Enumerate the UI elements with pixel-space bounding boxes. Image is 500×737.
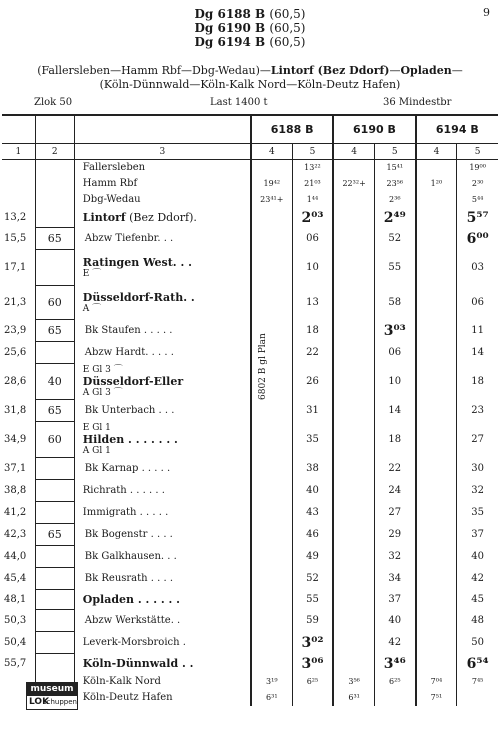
row-time <box>416 590 457 610</box>
row-time: 30 <box>457 458 498 480</box>
row-time: 3⁴⁶ <box>374 654 415 674</box>
timetable-row <box>2 458 498 480</box>
row-time: 46 <box>292 524 333 546</box>
col-num: 1 <box>2 144 35 160</box>
row-time: 42 <box>374 632 415 654</box>
station-name: Leverk-Morsbroich . <box>82 637 186 648</box>
row-time <box>251 480 292 502</box>
row-time <box>333 400 374 422</box>
row-time <box>416 228 457 250</box>
col-num: 5 <box>292 144 333 160</box>
row-time <box>333 568 374 590</box>
row-time: 7⁴⁵ <box>457 674 498 690</box>
row-station <box>74 286 251 320</box>
row-time <box>251 400 292 422</box>
row-time: 5⁴⁴ <box>457 192 498 208</box>
row-time <box>251 422 292 458</box>
row-time <box>333 590 374 610</box>
row-time: 49 <box>292 546 333 568</box>
row-time: 6³¹ <box>333 690 374 706</box>
row-station <box>74 400 251 422</box>
station-name: Bk Reusrath . . . . <box>84 573 174 584</box>
row-time <box>333 546 374 568</box>
train-load: Last 1400 t <box>210 97 268 108</box>
row-time: 19⁰⁰ <box>457 160 498 176</box>
row-speed <box>35 458 74 480</box>
row-time <box>416 342 457 364</box>
row-time <box>416 250 457 286</box>
col-num: 5 <box>457 144 498 160</box>
row-time: 03 <box>457 250 498 286</box>
station-name: Düsseldorf-Rath. . <box>82 291 195 304</box>
row-time: 59 <box>292 610 333 632</box>
row-time: 13 <box>292 286 333 320</box>
row-time <box>416 524 457 546</box>
timetable-row <box>2 286 498 320</box>
row-km: 25,6 <box>4 347 27 358</box>
row-time: 48 <box>457 610 498 632</box>
row-time: 45 <box>457 590 498 610</box>
row-time: 18 <box>374 422 415 458</box>
row-speed: 65 <box>35 524 74 546</box>
row-time <box>333 342 374 364</box>
logo-text-left: LOK <box>29 697 50 707</box>
row-time: 52 <box>292 568 333 590</box>
station-name: Richrath . . . . . . <box>82 485 165 496</box>
row-time: 6²⁵ <box>374 674 415 690</box>
row-time: 06 <box>374 342 415 364</box>
row-time <box>292 690 333 706</box>
row-time: 15⁴¹ <box>374 160 415 176</box>
row-time: 26 <box>292 364 333 400</box>
station-name: Bk Staufen . . . . . <box>84 325 173 336</box>
row-time <box>251 524 292 546</box>
row-time <box>251 590 292 610</box>
row-speed <box>35 590 74 610</box>
row-time <box>251 610 292 632</box>
row-time: 2⁴⁹ <box>374 208 415 228</box>
row-station <box>74 176 251 192</box>
row-time <box>333 422 374 458</box>
row-time: 35 <box>457 502 498 524</box>
route-line-2: (Köln-Dünnwald—Köln-Kalk Nord—Köln-Deutz Hafen) <box>99 78 401 91</box>
row-time <box>416 160 457 176</box>
row-time <box>333 160 374 176</box>
station-name: Abzw Hardt. . . . . <box>84 347 174 358</box>
row-time <box>251 654 292 674</box>
row-km <box>2 160 35 176</box>
row-km: 15,5 <box>4 233 27 244</box>
row-km: 34,9 <box>4 434 27 445</box>
row-time <box>333 632 374 654</box>
timetable-row <box>2 160 498 176</box>
row-station <box>74 524 251 546</box>
row-time: 1²⁰ <box>416 176 457 192</box>
row-time <box>416 458 457 480</box>
row-speed <box>35 568 74 590</box>
station-name: Fallersleben <box>82 162 146 174</box>
timetable-row <box>2 610 498 632</box>
row-time: 27 <box>457 422 498 458</box>
page-number: 9 <box>483 6 490 19</box>
row-km: 13,2 <box>4 212 27 223</box>
row-time: 13²² <box>292 160 333 176</box>
row-time: 22³²+ <box>333 176 374 192</box>
timetable-row <box>2 590 498 610</box>
row-time: 23⁵⁶ <box>374 176 415 192</box>
timetable-row <box>2 208 498 228</box>
row-time: 55 <box>292 590 333 610</box>
station-name: Lintorf <box>82 211 126 224</box>
train-header-6188: 6188 B <box>251 115 333 144</box>
row-time <box>251 208 292 228</box>
row-time <box>457 690 498 706</box>
row-time: 29 <box>374 524 415 546</box>
row-time: 6²⁵ <box>292 674 333 690</box>
row-time: 23⁴¹+ <box>251 192 292 208</box>
train-title-1: Dg 6188 B (60,5) <box>194 7 306 21</box>
row-time <box>333 458 374 480</box>
row-time: 52 <box>374 228 415 250</box>
row-time: 31 <box>292 400 333 422</box>
row-time: 42 <box>457 568 498 590</box>
station-exit-note: A ⌒ <box>82 304 102 314</box>
museum-logo <box>26 682 78 710</box>
row-km: 37,1 <box>4 463 27 474</box>
row-time <box>251 632 292 654</box>
row-time: 18 <box>292 320 333 342</box>
col-num: 4 <box>251 144 292 160</box>
row-speed <box>35 610 74 632</box>
row-time <box>251 228 292 250</box>
row-speed <box>35 342 74 364</box>
timetable-row <box>2 632 498 654</box>
station-entry-note: E Gl 1 <box>82 423 111 433</box>
station-name: Opladen . . . . . . <box>82 593 181 606</box>
train-header-6194: 6194 B <box>416 115 498 144</box>
station-name: Abzw Werkstätte. . <box>84 615 181 626</box>
row-time <box>416 400 457 422</box>
station-exit-note: E ⌒ <box>82 269 102 279</box>
row-station <box>74 654 251 674</box>
row-time <box>416 502 457 524</box>
train-title-2: Dg 6190 B (60,5) <box>194 21 306 35</box>
row-time: 38 <box>292 458 333 480</box>
row-time <box>251 286 292 320</box>
row-time <box>251 458 292 480</box>
row-time <box>374 690 415 706</box>
row-time <box>416 654 457 674</box>
row-time <box>416 364 457 400</box>
station-name: Hamm Rbf <box>82 178 138 189</box>
timetable-row <box>2 480 498 502</box>
row-station <box>74 610 251 632</box>
row-time: 19⁴² <box>251 176 292 192</box>
row-km: 44,0 <box>4 551 27 562</box>
row-time: 3⁰³ <box>374 320 415 342</box>
row-time <box>251 546 292 568</box>
row-speed <box>35 192 74 208</box>
row-time <box>333 192 374 208</box>
row-time <box>333 524 374 546</box>
row-time: 43 <box>292 502 333 524</box>
row-time: 21⁰³ <box>292 176 333 192</box>
train-header-row <box>2 115 498 144</box>
col-num: 2 <box>35 144 74 160</box>
row-time <box>333 228 374 250</box>
station-name: Köln-Dünnwald . . <box>82 657 194 670</box>
row-time: 22 <box>374 458 415 480</box>
row-time <box>416 286 457 320</box>
timetable-row <box>2 568 498 590</box>
row-time: 06 <box>292 228 333 250</box>
row-km: 41,2 <box>4 507 27 518</box>
row-time: 35 <box>292 422 333 458</box>
station-name: Köln-Deutz Hafen <box>82 692 173 703</box>
row-time: 55 <box>374 250 415 286</box>
station-name: Abzw Tiefenbr. . . <box>84 233 174 244</box>
timetable-row <box>2 342 498 364</box>
station-entry-note: E Gl 3 ⌒ <box>82 365 123 375</box>
row-time: 10 <box>374 364 415 400</box>
row-time: 40 <box>374 610 415 632</box>
row-time: 24 <box>374 480 415 502</box>
row-speed: 65 <box>35 400 74 422</box>
row-speed: 65 <box>35 228 74 250</box>
row-km: 23,9 <box>4 325 27 336</box>
row-km <box>2 192 35 208</box>
train-titles <box>0 7 500 49</box>
row-time: 37 <box>457 524 498 546</box>
station-name: Dbg-Wedau <box>82 194 141 205</box>
row-station <box>74 690 251 706</box>
row-time: 3¹⁹ <box>251 674 292 690</box>
station-name: Hilden . . . . . . . <box>82 433 178 446</box>
row-km: 50,3 <box>4 615 27 626</box>
train-header-6190: 6190 B <box>333 115 415 144</box>
row-speed <box>35 632 74 654</box>
station-suffix: (Bez Ddorf). <box>125 211 197 224</box>
station-name: Bk Bogenstr . . . . <box>84 529 173 540</box>
row-time <box>416 610 457 632</box>
row-time: 6⁰⁰ <box>457 228 498 250</box>
row-km: 38,8 <box>4 485 27 496</box>
station-name: Ratingen West. . . <box>82 256 192 269</box>
row-speed <box>35 250 74 286</box>
row-time: 2⁰³ <box>292 208 333 228</box>
col-num: 4 <box>333 144 374 160</box>
loco-class: Zlok 50 <box>34 97 73 108</box>
row-km: 48,1 <box>4 594 27 605</box>
row-time: 58 <box>374 286 415 320</box>
row-time <box>333 654 374 674</box>
row-speed <box>35 654 74 674</box>
row-time <box>333 250 374 286</box>
row-time: 3⁰² <box>292 632 333 654</box>
train-title-3: Dg 6194 B (60,5) <box>194 35 306 49</box>
schedule-note: 6802 B gl Plan <box>258 333 268 400</box>
row-station <box>74 674 251 690</box>
row-time: 22 <box>292 342 333 364</box>
row-time <box>333 320 374 342</box>
timetable-row <box>2 422 498 458</box>
col-num: 5 <box>374 144 415 160</box>
timetable-row <box>2 502 498 524</box>
row-time: 34 <box>374 568 415 590</box>
row-time: 14 <box>457 342 498 364</box>
row-km <box>2 176 35 192</box>
row-time <box>416 208 457 228</box>
row-station <box>74 458 251 480</box>
row-speed: 65 <box>35 320 74 342</box>
station-exit-note: A Gl 1 <box>82 446 111 456</box>
route-line-1: (Fallersleben—Hamm Rbf—Dbg-Wedau)—Lintorf (Bez Ddorf)—Opladen— <box>37 64 463 77</box>
timetable-row <box>2 320 498 342</box>
row-time: 27 <box>374 502 415 524</box>
row-time: 6³¹ <box>251 690 292 706</box>
row-station <box>74 160 251 176</box>
row-time: 10 <box>292 250 333 286</box>
row-time <box>251 502 292 524</box>
row-time: 32 <box>457 480 498 502</box>
row-time: 40 <box>457 546 498 568</box>
timetable <box>2 114 498 706</box>
row-station <box>74 422 251 458</box>
row-station <box>74 250 251 286</box>
row-speed: 60 <box>35 286 74 320</box>
row-time: 1⁴⁴ <box>292 192 333 208</box>
timetable-row <box>2 524 498 546</box>
row-time <box>251 160 292 176</box>
row-time: 6⁵⁴ <box>457 654 498 674</box>
row-time <box>333 364 374 400</box>
row-time <box>416 320 457 342</box>
row-station <box>74 546 251 568</box>
row-station <box>74 342 251 364</box>
row-time: 06 <box>457 286 498 320</box>
row-time: 14 <box>374 400 415 422</box>
row-speed <box>35 546 74 568</box>
row-station <box>74 228 251 250</box>
station-name: Bk Karnap . . . . . <box>84 463 171 474</box>
row-km: 42,3 <box>4 529 27 540</box>
station-exit-note: A Gl 3 ⌒ <box>82 388 123 398</box>
row-time: 3⁰⁶ <box>292 654 333 674</box>
row-station <box>74 480 251 502</box>
row-speed <box>35 480 74 502</box>
station-name: Düsseldorf-Eller <box>82 375 184 388</box>
logo-text-top: museum <box>27 683 77 696</box>
row-time <box>333 286 374 320</box>
timetable-row <box>2 176 498 192</box>
row-speed <box>35 502 74 524</box>
timetable-row <box>2 228 498 250</box>
row-time: 32 <box>374 546 415 568</box>
row-time: 23 <box>457 400 498 422</box>
row-time: 11 <box>457 320 498 342</box>
row-time <box>333 208 374 228</box>
timetable-row <box>2 250 498 286</box>
timetable-row <box>2 546 498 568</box>
row-time <box>333 610 374 632</box>
row-km: 17,1 <box>4 262 27 273</box>
timetable-row <box>2 364 498 400</box>
row-speed <box>35 160 74 176</box>
row-km: 45,4 <box>4 573 27 584</box>
column-number-row <box>2 144 498 160</box>
row-station <box>74 568 251 590</box>
station-name: Bk Galkhausen. . . <box>84 551 177 562</box>
station-name: Köln-Kalk Nord <box>82 676 161 687</box>
row-time: 50 <box>457 632 498 654</box>
row-time <box>416 546 457 568</box>
row-time <box>416 422 457 458</box>
col-num: 4 <box>416 144 457 160</box>
row-time: 5⁵⁷ <box>457 208 498 228</box>
row-time: 18 <box>457 364 498 400</box>
row-time <box>416 632 457 654</box>
col-num: 3 <box>74 144 251 160</box>
row-time <box>333 480 374 502</box>
row-time: 7⁰⁴ <box>416 674 457 690</box>
row-time: 7⁵¹ <box>416 690 457 706</box>
row-station <box>74 632 251 654</box>
row-km: 50,4 <box>4 637 27 648</box>
row-time <box>416 192 457 208</box>
timetable-row <box>2 192 498 208</box>
row-km: 55,7 <box>4 658 27 669</box>
row-speed <box>35 208 74 228</box>
row-km: 21,3 <box>4 297 27 308</box>
station-name: Immigrath . . . . . <box>82 507 169 518</box>
row-time: 40 <box>292 480 333 502</box>
row-time: 3⁵⁶ <box>333 674 374 690</box>
min-brakes: 36 Mindestbr <box>383 97 452 108</box>
row-station <box>74 590 251 610</box>
row-km: 31,8 <box>4 405 27 416</box>
row-station <box>74 320 251 342</box>
row-speed <box>35 176 74 192</box>
logo-text-right: schuppen <box>43 698 77 706</box>
row-station <box>74 208 251 228</box>
timetable-row <box>2 654 498 674</box>
row-time <box>251 568 292 590</box>
row-time <box>333 502 374 524</box>
row-time: 2³⁶ <box>374 192 415 208</box>
timetable-row <box>2 400 498 422</box>
row-time: 37 <box>374 590 415 610</box>
row-station <box>74 192 251 208</box>
row-time <box>251 250 292 286</box>
row-station <box>74 364 251 400</box>
row-speed: 60 <box>35 422 74 458</box>
row-time: 2³⁰ <box>457 176 498 192</box>
row-time <box>416 480 457 502</box>
row-time <box>416 568 457 590</box>
row-km: 28,6 <box>4 376 27 387</box>
row-speed: 40 <box>35 364 74 400</box>
row-station <box>74 502 251 524</box>
station-name: Bk Unterbach . . . <box>84 405 175 416</box>
